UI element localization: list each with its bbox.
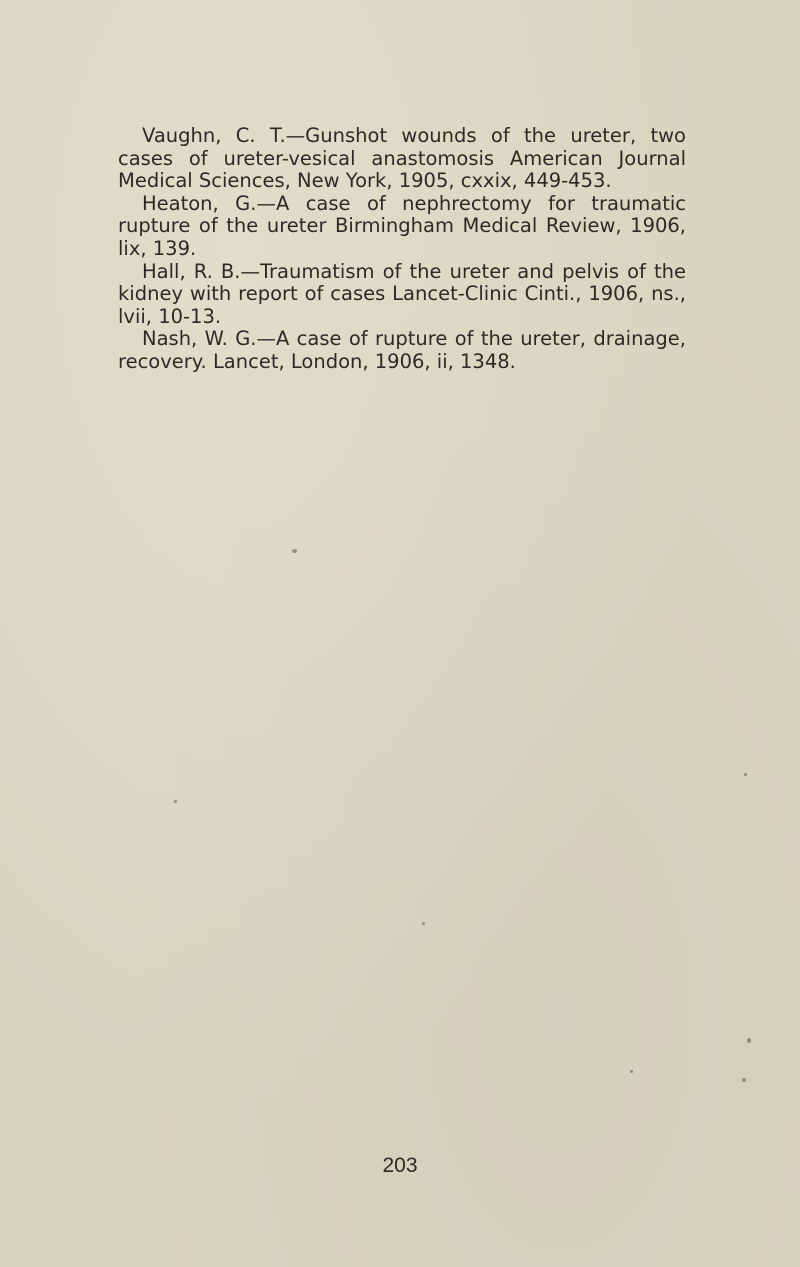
paper-speck xyxy=(630,1070,633,1073)
reference-entry: Hall, R. B.—Traumatism of the ureter and pelvis of the kidney with report of cases Lancet-Clinic Cinti., 1906, ns., lvii, 10-13. xyxy=(118,259,686,328)
reference-entry: Vaughn, C. T.—Gunshot wounds of the ureter, two cases of ureter-vesical anastomosis American Journal Medical Sciences, New York, 1905, cxxix, 449-453. xyxy=(118,124,686,193)
reference-entry: Nash, W. G.—A case of rupture of the ureter, drainage, recovery. Lancet, London, 1906, ii, 1348. xyxy=(118,327,686,373)
paper-speck xyxy=(292,549,297,553)
paper-speck xyxy=(742,1078,746,1082)
paper-speck xyxy=(744,773,747,776)
reference-list xyxy=(118,125,686,374)
page-number: 203 xyxy=(382,1154,418,1177)
reference-entry: Heaton, G.—A case of nephrectomy for traumatic rupture of the ureter Birmingham Medical Review, 1906, lix, 139. xyxy=(118,191,686,260)
paper-speck xyxy=(422,922,425,925)
paper-speck xyxy=(747,1038,751,1043)
paper-speck xyxy=(174,800,177,803)
